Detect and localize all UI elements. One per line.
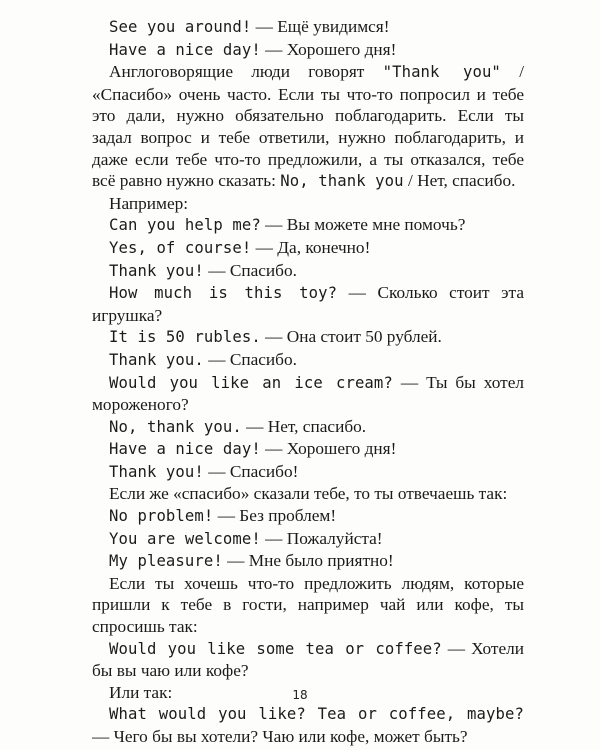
russian-text: Если ты хочешь что-то предложить людям, которые пришли к тебе в гости, например чай или кофе, ты спросишь так: [92, 573, 524, 637]
russian-text: Если же «спасибо» сказали тебе, то ты отвечаешь так: [109, 484, 508, 504]
paragraph [92, 416, 524, 439]
english-phrase: You are welcome! [109, 529, 261, 548]
english-phrase: Thank you! [109, 462, 204, 481]
paragraph [92, 703, 524, 747]
russian-text: — Нет, спасибо. [241, 416, 367, 436]
russian-text: — Хорошего дня! [260, 39, 397, 59]
russian-text: — Хотели бы вы чаю или кофе? [92, 638, 524, 681]
russian-text: Или так: [109, 682, 173, 702]
russian-text: — Да, конечно! [251, 237, 371, 257]
paragraph [92, 438, 524, 461]
paragraph [92, 16, 524, 39]
russian-text: — Она стоит 50 рублей. [260, 327, 442, 347]
paragraph [92, 483, 524, 505]
english-phrase: Thank you! [109, 261, 204, 280]
russian-text: — Хорошего дня! [260, 439, 397, 459]
paragraph [92, 282, 524, 326]
english-phrase: Thank you. [109, 350, 204, 369]
english-phrase: No problem! [109, 507, 214, 526]
russian-text: — Чего бы вы хотели? Чаю или кофе, может быть? [92, 727, 468, 746]
paragraph [92, 237, 524, 260]
english-phrase: My pleasure! [109, 552, 223, 571]
russian-text: / Нет, спасибо. [403, 171, 516, 191]
english-phrase: Yes, of course! [109, 238, 252, 257]
english-phrase: Would you like an ice cream? [109, 373, 393, 392]
english-phrase: Would you like some tea or coffee? [109, 639, 442, 658]
english-phrase: Have a nice day! [109, 440, 261, 459]
paragraph [92, 550, 524, 573]
russian-text: / «Спасибо» очень часто. Если ты что-то попросил и тебе это дали, нужно обязательно поблагодарить. Если ты задал вопрос и тебе ответили, нужно поблагодарить, и даже если тебе что-то предложили, а ты отказался, тебе всё равно нужно сказать: [92, 62, 525, 191]
english-phrase: How much is this toy? [109, 284, 338, 303]
russian-text: — Спасибо! [203, 461, 299, 481]
english-phrase: Have a nice day! [109, 40, 261, 59]
english-phrase: It is 50 rubles. [109, 328, 261, 347]
russian-text: — Сколько стоит эта игрушка? [92, 283, 524, 325]
paragraph [92, 573, 524, 638]
russian-text: Например: [109, 193, 189, 213]
paragraph [92, 326, 524, 349]
english-phrase: No, thank you [280, 172, 404, 191]
paragraph [92, 39, 524, 62]
paragraph [92, 193, 524, 215]
paragraph [92, 528, 524, 551]
paragraph [92, 214, 524, 237]
russian-text: — Ты бы хотел мороженого? [92, 372, 525, 415]
russian-text: — Пожалуйста! [260, 528, 383, 548]
english-phrase: No, thank you. [109, 417, 242, 436]
paragraph [92, 372, 524, 416]
russian-text: — Вы можете мне помочь? [260, 215, 466, 235]
russian-text: — Спасибо. [203, 349, 297, 369]
russian-text: — Спасибо. [203, 260, 297, 280]
paragraph [92, 260, 524, 283]
russian-text: Англоговорящие люди говорят [109, 62, 383, 82]
page-text-body [92, 16, 524, 748]
russian-text: — Ещё увидимся! [251, 17, 390, 36]
paragraph [92, 638, 524, 682]
paragraph [92, 349, 524, 372]
russian-text: — Мне было приятно! [222, 551, 394, 571]
paragraph [92, 505, 524, 528]
russian-text: — Без проблем! [213, 506, 337, 526]
paragraph [92, 61, 524, 193]
english-phrase: Can you help me? [109, 216, 261, 235]
paragraph [92, 461, 524, 484]
english-phrase: See you around! [109, 18, 252, 36]
english-phrase: What would you like? Tea or coffee, maybe? [109, 705, 524, 724]
page-number: 18 [292, 688, 308, 702]
english-phrase: "Thank you" [382, 63, 501, 82]
